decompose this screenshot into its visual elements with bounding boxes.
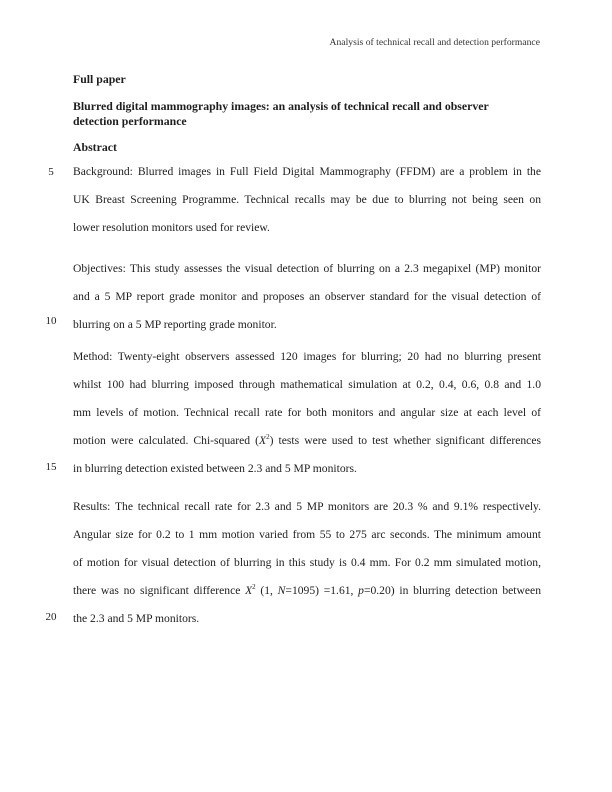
text-line: UK Breast Screening Programme. Technical recalls may be due to blurring not being seen on xyxy=(73,193,541,206)
objectives-paragraph xyxy=(73,255,541,339)
text-line: there was no significant difference $X^2$ (1, N=1095) =1.61, p=0.20) in blurring detection between xyxy=(73,583,541,597)
results-paragraph xyxy=(73,493,541,633)
text-line: mm levels of motion. Technical recall rate for both monitors and angular size at each level of xyxy=(73,406,541,419)
text-line: blurring on a 5 MP reporting grade monitor. xyxy=(73,318,277,331)
text-line: Objectives: This study assesses the visual detection of blurring on a 2.3 megapixel (MP) monitor xyxy=(73,262,541,275)
line-number: 20 xyxy=(45,611,57,623)
text-line: and a 5 MP report grade monitor and proposes an observer standard for the visual detection of xyxy=(73,290,541,303)
running-head: Analysis of technical recall and detection performance xyxy=(329,37,540,48)
text-line: motion were calculated. Chi-squared $(X^2)$ tests were used to test whether significant differences xyxy=(73,433,541,447)
abstract-heading: Abstract xyxy=(73,140,117,154)
line-number: 5 xyxy=(48,166,54,178)
text-line: lower resolution monitors used for review. xyxy=(73,221,270,234)
background-paragraph xyxy=(73,158,541,242)
paper-type-heading: Full paper xyxy=(73,72,126,86)
title-line-2: detection performance xyxy=(73,114,187,128)
text-line: the 2.3 and 5 MP monitors. xyxy=(73,612,200,625)
text-line: whilst 100 had blurring imposed through mathematical simulation at 0.2, 0.4, 0.6, 0.8 and 1.0 xyxy=(73,378,541,391)
text-line: Angular size for 0.2 to 1 mm motion varied from 55 to 275 arc seconds. The minimum amount xyxy=(73,528,541,541)
text-line: Results: The technical recall rate for 2.3 and 5 MP monitors are 20.3 % and 9.1% respectively. xyxy=(73,500,541,513)
line-number: 15 xyxy=(45,461,57,473)
title-line-1: Blurred digital mammography images: an analysis of technical recall and observer xyxy=(73,99,489,113)
method-paragraph xyxy=(73,343,541,483)
text-line: Method: Twenty-eight observers assessed 120 images for blurring; 20 had no blurring present xyxy=(73,350,541,363)
text-line: Background: Blurred images in Full Field Digital Mammography (FFDM) are a problem in the xyxy=(73,165,541,178)
paper-title xyxy=(73,99,489,129)
line-number: 10 xyxy=(45,315,57,327)
text-line: in blurring detection existed between 2.3 and 5 MP monitors. xyxy=(73,462,357,475)
text-line: of motion for visual detection of blurring in this study is 0.4 mm. For 0.2 mm simulated motion, xyxy=(73,556,541,569)
